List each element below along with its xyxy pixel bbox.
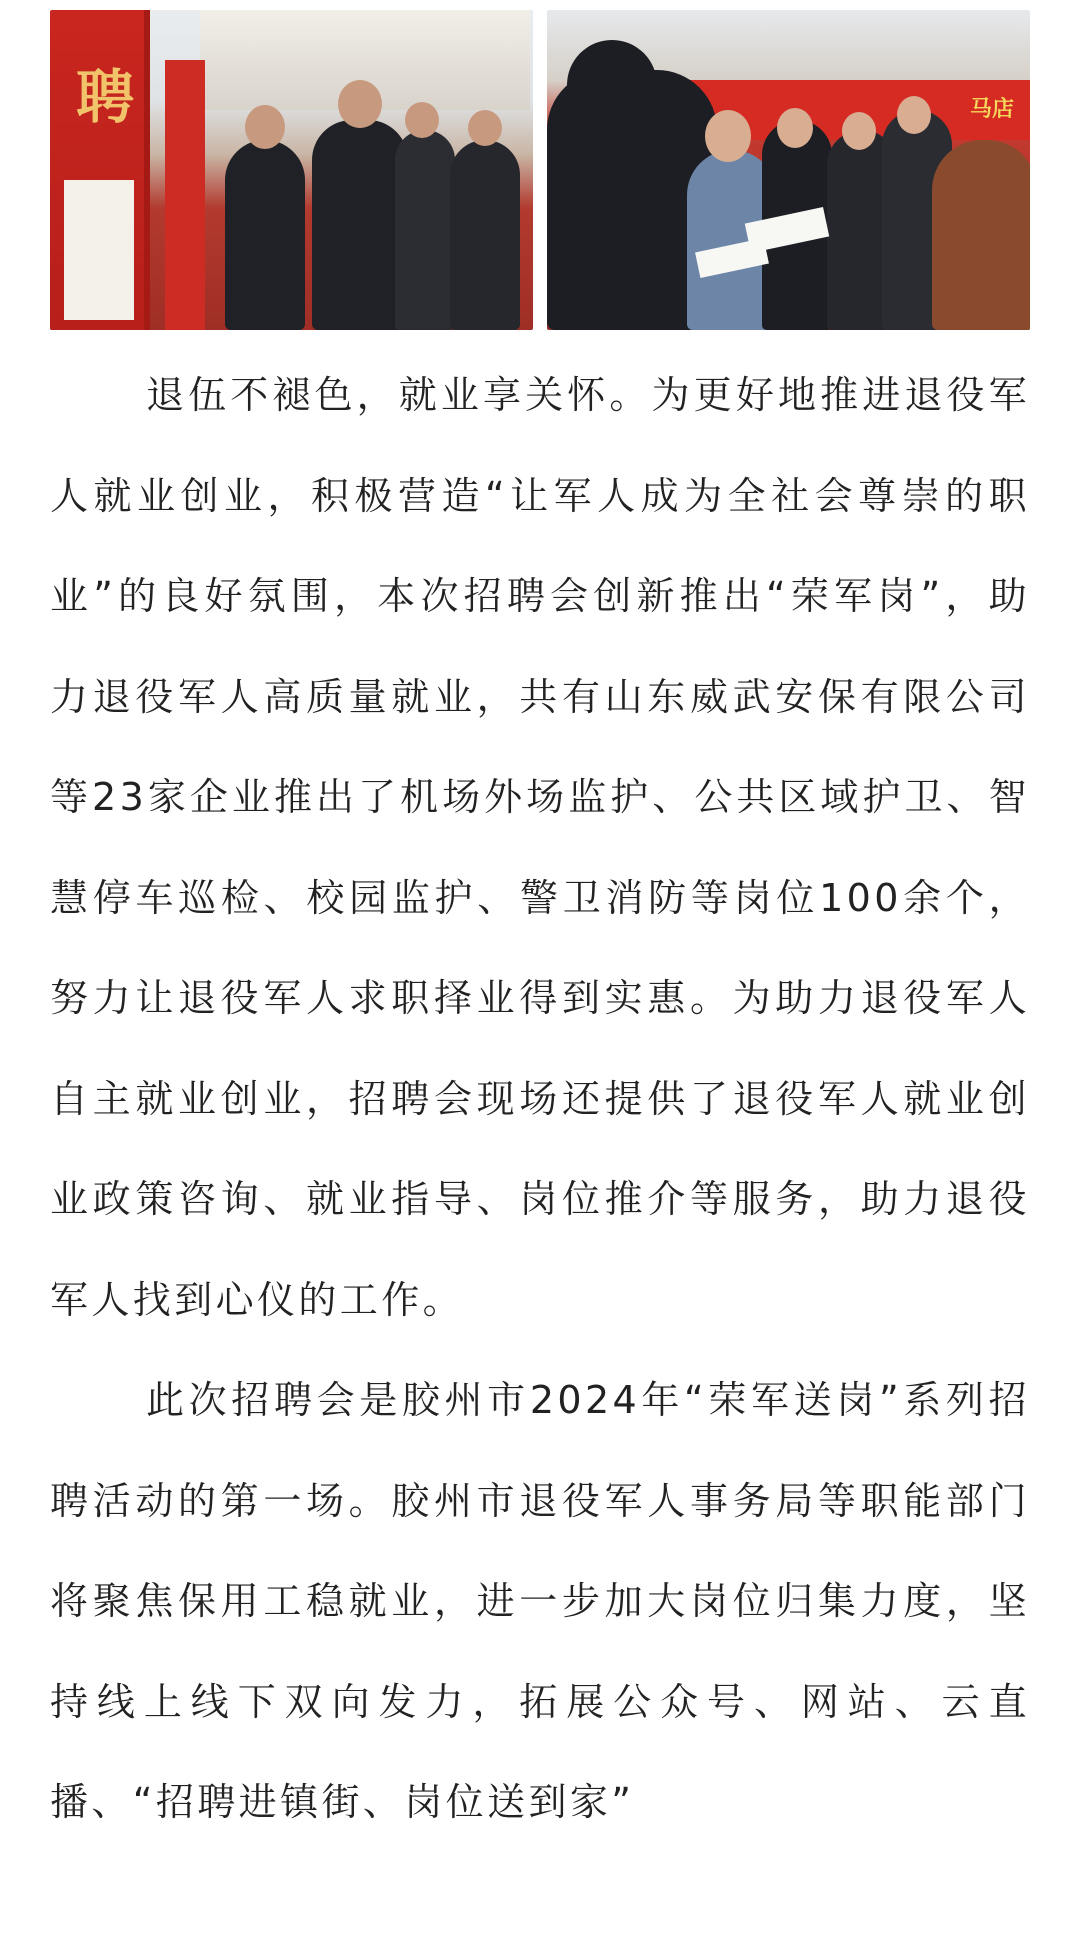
job-fair-photo-left[interactable] <box>50 10 533 330</box>
attendee-figure <box>932 140 1030 330</box>
article-paragraph: 退伍不褪色，就业享关怀。为更好地推进退役军人就业创业，积极营造“让军人成为全社会尊崇的职业”的良好氛围，本次招聘会创新推出“荣军岗”，助力退役军人高质量就业，共有山东威武安保有限公司等23家企业推出了机场外场监护、公共区域护卫、智慧停车巡检、校园监护、警卫消防等岗位100余个，努力让退役军人求职择业得到实惠。为助力退役军人自主就业创业，招聘会现场还提供了退役军人就业创业政策咨询、就业指导、岗位推介等服务，助力退役军人找到心仪的工作。 <box>50 373 1030 1322</box>
booth-banner-text: 马店 <box>969 97 1014 122</box>
attendee-head <box>468 110 502 146</box>
attendee-face <box>897 96 931 134</box>
attendee-figure <box>395 130 455 330</box>
attendee-head <box>338 80 382 128</box>
job-fair-photo-right[interactable] <box>547 10 1030 330</box>
attendee-head <box>245 105 285 149</box>
attendee-figure <box>225 140 305 330</box>
attendee-face <box>842 112 876 150</box>
photo-row <box>50 10 1030 330</box>
article-body <box>50 345 1030 1853</box>
recruitment-board-secondary <box>165 60 205 330</box>
board-glyph: 聘 <box>76 63 135 131</box>
attendee-head <box>405 102 439 138</box>
recruitment-board <box>50 10 150 330</box>
attendee-figure <box>450 140 520 330</box>
board-notice <box>64 180 134 320</box>
attendee-face <box>777 108 813 148</box>
attendee-figure <box>312 120 408 330</box>
attendee-face <box>705 110 751 162</box>
attendee-figure <box>567 40 657 130</box>
article-paragraph: 此次招聘会是胶州市2024年“荣军送岗”系列招聘活动的第一场。胶州市退役军人事务局等职能部门将聚焦保用工稳就业，进一步加大岗位归集力度，坚持线上线下双向发力，拓展公众号、网站、云直播、“招聘进镇街、岗位送到家” <box>50 1378 1030 1824</box>
